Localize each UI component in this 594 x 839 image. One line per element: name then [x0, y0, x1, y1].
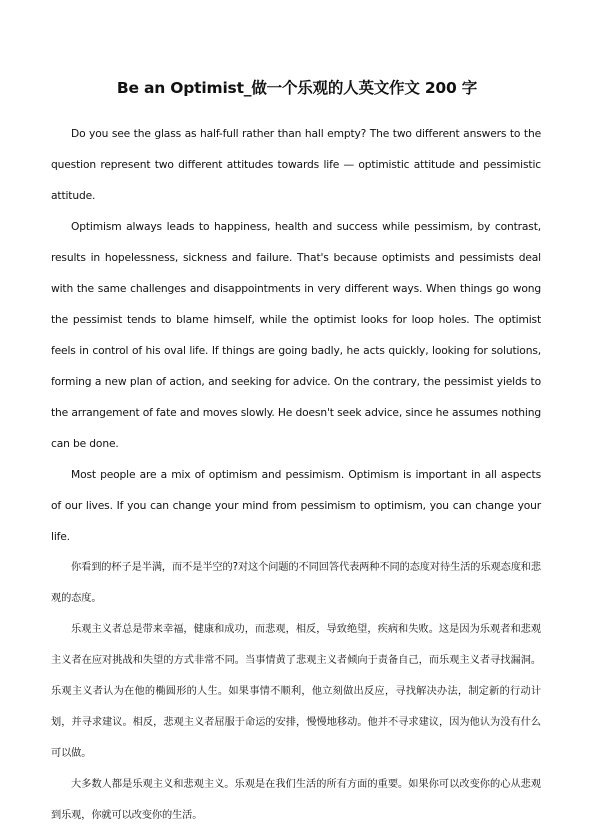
- paragraph-cn-1: 你看到的杯子是半满，而不是半空的?对这个问题的不同回答代表两种不同的态度对待生活的乐观态度和悲观的态度。: [51, 562, 541, 604]
- paragraph-cn-2: 乐观主义者总是带来幸福，健康和成功，而悲观，相反，导致绝望，疾病和失败。这是因为乐观者和悲观主义者在应对挑战和失望的方式非常不同。当事情黄了悲观主义者倾向于责备自己，而乐观主义者寻找漏洞。乐观主义者认为在他的椭圆形的人生。如果事情不顺利，他立刻做出反应，寻找解决办法，制定新的行动计划，并寻求建议。相反，悲观主义者屈服于命运的安排，慢慢地移动。他并不寻求建议，因为他认为没有什么可以做。: [51, 624, 541, 759]
- paragraph-en-2: Optimism always leads to happiness, health and success while pessimism, by contrast, results in hopelessness, sickness and failure. That's because optimists and pessimists deal with the same challenges and disappointments in very different ways. When things go wong the pessimist tends to blame himself, while the optimist looks for loop holes. The optimist feels in control of his oval life. If things are going badly, he acts quickly, looking for solutions, forming a new plan of action, and seeking for advice. On the contrary, the pessimist yields to the arrangement of fate and moves slowly. He doesn't seek advice, since he assumes nothing can be done.: [51, 220, 541, 450]
- paragraph-en-3: Most people are a mix of optimism and pessimism. Optimism is important in all aspects of our lives. If you can change your mind from pessimism to optimism, you can change your life.: [51, 468, 541, 543]
- paragraph-cn-3: 大多数人都是乐观主义和悲观主义。乐观是在我们生活的所有方面的重要。如果你可以改变你的心从悲观到乐观，你就可以改变你的生活。: [51, 779, 541, 821]
- document-title: Be an Optimist_做一个乐观的人英文作文 200 字: [116, 79, 478, 97]
- document-body: [51, 118, 541, 831]
- paragraph-en-1: Do you see the glass as half-full rather than hall empty? The two different answers to the question represent two different attitudes towards life — optimistic attitude and pessimistic attitude.: [51, 127, 541, 202]
